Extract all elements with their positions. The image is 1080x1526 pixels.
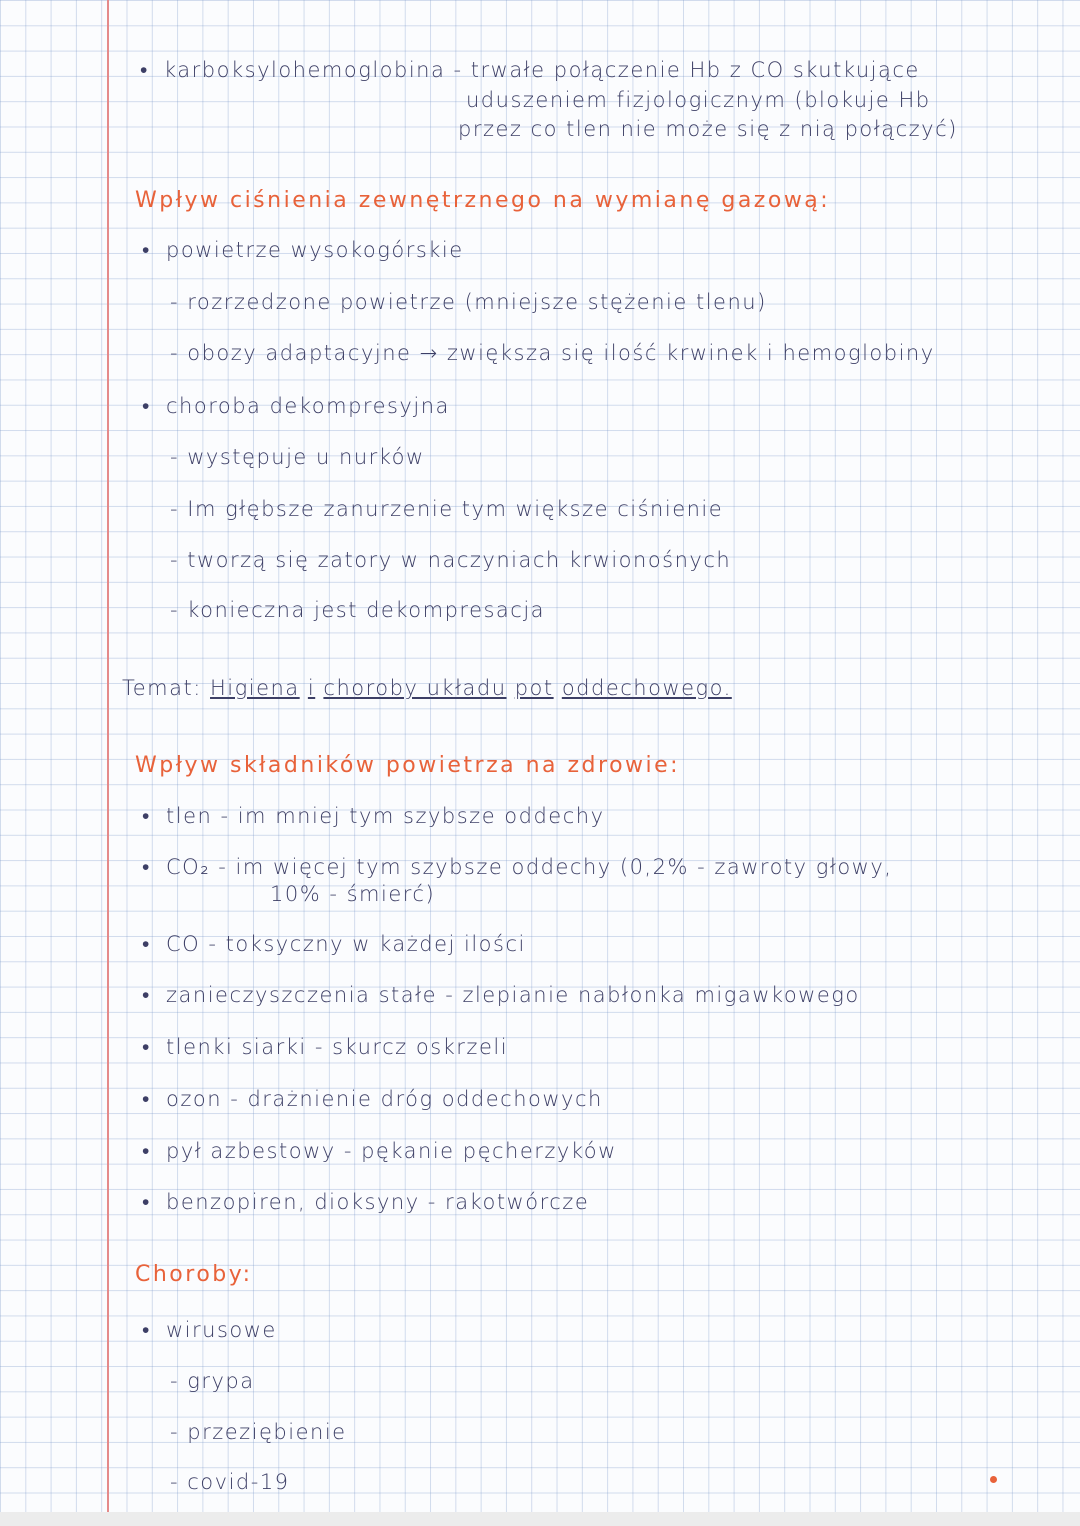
ink-dot xyxy=(990,1476,997,1483)
list-item: • choroba dekompresyjna xyxy=(142,394,450,418)
list-item: • benzopiren, dioksyny - rakotwórcze xyxy=(142,1190,590,1214)
section-heading: Wpływ składników powietrza na zdrowie: xyxy=(135,753,681,778)
list-item: • tlen - im mniej tym szybsze oddechy xyxy=(142,804,605,828)
list-item: • powietrze wysokogórskie xyxy=(142,238,464,262)
section-heading: Choroby: xyxy=(135,1262,253,1287)
list-item: • ozon - drażnienie dróg oddechowych xyxy=(142,1087,603,1111)
bullet: • xyxy=(140,58,149,82)
list-item: - grypa xyxy=(170,1369,255,1393)
list-item: 10% - śmierć) xyxy=(270,882,436,906)
list-item: - tworzą się zatory w naczyniach krwionośnych xyxy=(170,548,732,572)
list-item: • zanieczyszczenia stałe - zlepianie nabłonka migawkowego xyxy=(142,983,860,1007)
note-line xyxy=(140,58,920,83)
page-edge xyxy=(0,1512,1080,1526)
topic-line: Temat: Higiena i choroby układu pot oddechowego. xyxy=(122,676,732,700)
margin-line xyxy=(107,0,109,1526)
list-item: - Im głębsze zanurzenie tym większe ciśnienie xyxy=(170,497,724,521)
list-item: - występuje u nurków xyxy=(170,445,425,469)
struck-word: pot xyxy=(514,676,554,700)
note-text: przez co tlen nie może się z nią połączyć) xyxy=(458,117,958,141)
topic-prefix: Temat: xyxy=(122,676,202,700)
list-item: - rozrzedzone powietrze (mniejsze stężenie tlenu) xyxy=(170,290,767,314)
list-item: - covid-19 xyxy=(170,1470,290,1494)
list-item: • CO - toksyczny w każdej ilości xyxy=(142,932,526,956)
note-text: uduszeniem fizjologicznym (blokuje Hb xyxy=(466,88,931,112)
list-item: • wirusowe xyxy=(142,1318,277,1342)
section-heading: Wpływ ciśnienia zewnętrznego na wymianę gazową: xyxy=(135,188,831,213)
list-item: - konieczna jest dekompresacja xyxy=(170,598,546,622)
topic-text: Higiena xyxy=(210,676,300,700)
note-line xyxy=(466,88,931,112)
list-item: - przeziębienie xyxy=(170,1420,347,1444)
list-item: - obozy adaptacyjne → zwiększa się ilość krwinek i hemoglobiny xyxy=(170,341,935,365)
list-item: • CO₂ - im więcej tym szybsze oddechy (0,2% - zawroty głowy, xyxy=(142,855,893,879)
note-line xyxy=(458,117,958,141)
list-item: • tlenki siarki - skurcz oskrzeli xyxy=(142,1035,509,1059)
list-item: • pył azbestowy - pękanie pęcherzyków xyxy=(142,1139,617,1163)
note-text: karboksylohemoglobina - trwałe połączenie Hb z CO skutkujące xyxy=(164,58,920,82)
